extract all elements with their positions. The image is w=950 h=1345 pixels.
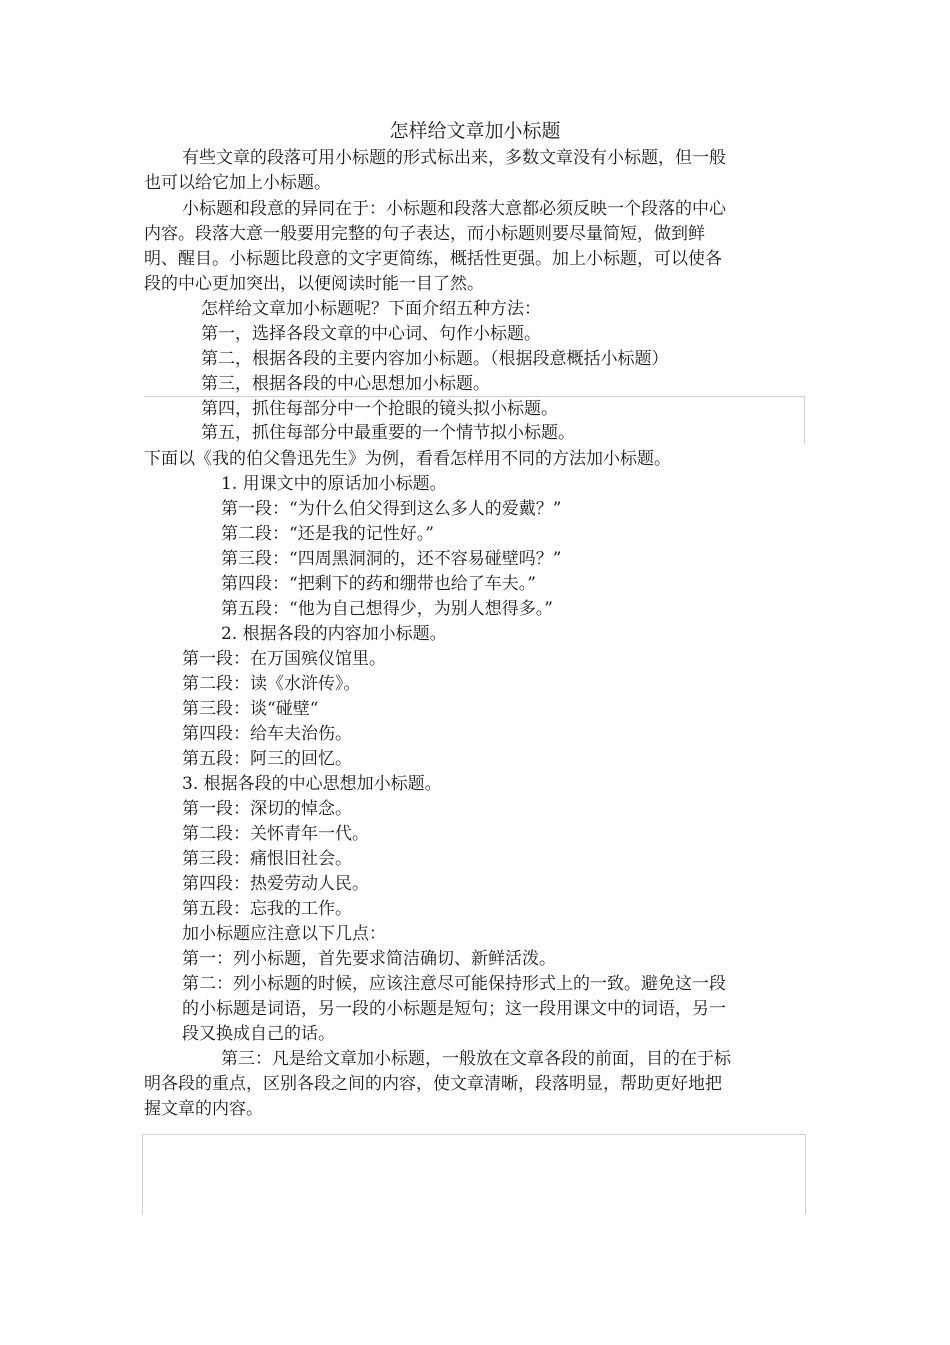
note-line: 第一：列小标题，首先要求简洁确切、新鲜活泼。	[182, 949, 556, 969]
note-line: 第二：列小标题的时候，应该注意尽可能保持形式上的一致。避免这一段	[182, 974, 726, 994]
frame-right-line	[804, 396, 805, 444]
example-line: 第四段：热爱劳动人民。	[182, 874, 369, 894]
box-left-line	[142, 1134, 143, 1214]
note-line: 第三：凡是给文章加小标题，一般放在文章各段的前面，目的在于标	[221, 1049, 731, 1069]
section-heading: 1. 用课文中的原话加小标题。	[221, 474, 447, 494]
method-line: 第二，根据各段的主要内容加小标题。（根据段意概括小标题）	[201, 349, 669, 369]
example-line: 第三段：谈“碰壁“	[182, 699, 319, 719]
method-line: 第四，抓住每部分中一个抢眼的镜头拟小标题。	[201, 399, 558, 419]
body-line: 小标题和段意的异同在于：小标题和段落大意都必须反映一个段落的中心	[182, 199, 726, 219]
box-top-line	[142, 1134, 806, 1135]
body-line: 下面以《我的伯父鲁迅先生》为例，看看怎样用不同的方法加小标题。	[144, 449, 671, 469]
section-heading: 3. 根据各段的中心思想加小标题。	[182, 774, 442, 794]
method-line: 第三，根据各段的中心思想加小标题。	[201, 374, 490, 394]
note-line: 握文章的内容。	[144, 1099, 263, 1119]
body-line: 加小标题应注意以下几点：	[182, 924, 386, 944]
document-title: 怎样给文章加小标题	[389, 120, 561, 142]
body-line: 内容。段落大意一般要用完整的句子表达，而小标题则要尽量简短，做到鲜	[144, 224, 705, 244]
body-line: 怎样给文章加小标题呢？下面介绍五种方法：	[201, 299, 541, 319]
example-line: 第二段：读《水浒传》。	[182, 674, 361, 694]
body-line: 也可以给它加上小标题。	[144, 173, 331, 193]
method-line: 第五，抓住每部分中最重要的一个情节拟小标题。	[201, 423, 575, 443]
note-line: 明各段的重点，区别各段之间的内容，使文章清晰，段落明显，帮助更好地把	[144, 1074, 722, 1094]
body-line: 明、醒目。小标题比段意的文字更简练，概括性更强。加上小标题，可以使各	[144, 249, 722, 269]
example-line: 第一段：“为什么伯父得到这么多人的爱戴？”	[221, 499, 562, 519]
body-line: 有些文章的段落可用小标题的形式标出来，多数文章没有小标题，但一般	[182, 148, 726, 168]
example-line: 第三段：痛恨旧社会。	[182, 849, 352, 869]
example-line: 第二段：关怀青年一代。	[182, 824, 369, 844]
note-line: 的小标题是词语，另一段的小标题是短句；这一段用课文中的词语，另一	[182, 999, 726, 1019]
example-line: 第二段：“还是我的记性好。”	[221, 524, 434, 544]
method-line: 第一，选择各段文章的中心词、句作小标题。	[201, 324, 541, 344]
example-line: 第五段：“他为自己想得少，为别人想得多。”	[221, 599, 553, 619]
body-line: 段的中心更加突出，以便阅读时能一目了然。	[144, 274, 484, 294]
example-line: 第五段：阿三的回忆。	[182, 749, 352, 769]
box-right-line	[805, 1134, 806, 1214]
example-line: 第一段：在万国殡仪馆里。	[182, 649, 386, 669]
note-line: 段又换成自己的话。	[182, 1024, 335, 1044]
example-line: 第四段：给车夫治伤。	[182, 724, 352, 744]
example-line: 第四段：“把剩下的药和绷带也给了车夫。”	[221, 574, 536, 594]
example-line: 第五段：忘我的工作。	[182, 899, 352, 919]
example-line: 第一段：深切的悼念。	[182, 799, 352, 819]
example-line: 第三段：“四周黑洞洞的，还不容易碰壁吗？”	[221, 549, 562, 569]
section-heading: 2. 根据各段的内容加小标题。	[221, 624, 447, 644]
